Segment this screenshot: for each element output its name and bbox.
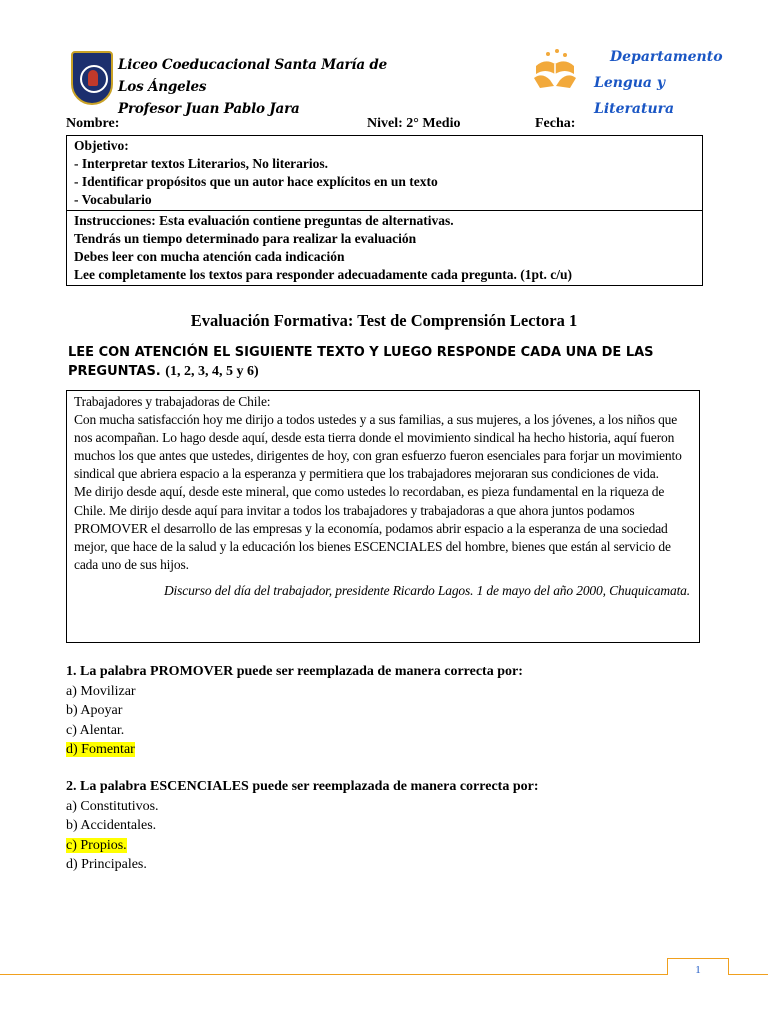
- instructions-section: [67, 210, 702, 285]
- answer-option: b) Apoyar: [66, 703, 123, 718]
- question-range: (1, 2, 3, 4, 5 y 6): [165, 364, 259, 379]
- objective-item: - Vocabulario: [74, 192, 152, 207]
- instruction-line: Instrucciones: Esta evaluación contiene preguntas de alternativas.: [74, 213, 454, 228]
- answer-option: d) Principales.: [66, 857, 147, 872]
- answer-option: c) Alentar.: [66, 722, 125, 738]
- date-field-label: Fecha:: [535, 116, 576, 131]
- name-field-label: Nombre:: [66, 116, 120, 131]
- objectives-section: [67, 136, 702, 210]
- question-2: [66, 777, 706, 875]
- answer-option: b) Accidentales.: [66, 818, 157, 833]
- answer-option: a) Constitutivos.: [66, 798, 159, 814]
- evaluation-title: Evaluación Formativa: Test de Comprensión Lectora 1: [190, 311, 578, 330]
- answer-option-highlighted: d) Fomentar: [66, 742, 135, 757]
- department-subject: Lengua y Literatura: [594, 75, 675, 117]
- footer-rule: [0, 974, 768, 975]
- school-header: [118, 54, 398, 120]
- instruction-line: Debes leer con mucha atención cada indicación: [74, 249, 345, 264]
- reading-paragraph: Con mucha satisfacción hoy me dirijo a todos ustedes y a sus familias, a sus mujeres, a los jóvenes, a los niños que nos acompañan. Lo hago desde aquí, desde esta tierra donde el movimiento sindical ha hecho historia, aquí fueron muchos los que antes que ustedes, dirigentes de hoy, con gran esfuerzo fueron esenciales para forjar un movimiento sindical que abriera espacio a la esperanza y permitiera que los trabajadores mejoraran sus condiciones de vida.: [74, 412, 682, 482]
- reading-text-box: [66, 390, 700, 643]
- answer-option: a) Movilizar: [66, 683, 136, 699]
- reading-citation: Discurso del día del trabajador, presidente Ricardo Lagos. 1 de mayo del año 2000, Chuquicamata.: [163, 582, 690, 598]
- school-seal-logo: [71, 51, 113, 105]
- reading-instruction-text: LEE CON ATENCIÓN EL SIGUIENTE TEXTO Y LUEGO RESPONDE CADA UNA DE LAS PREGUNTAS.: [68, 345, 654, 379]
- question-stem: 1. La palabra PROMOVER puede ser reemplazada de manera correcta por:: [66, 664, 523, 679]
- question-stem: 2. La palabra ESCENCIALES puede ser reemplazada de manera correcta por:: [66, 779, 539, 794]
- reading-greeting: Trabajadores y trabajadoras de Chile:: [74, 394, 271, 409]
- objectives-instructions-box: [66, 135, 703, 286]
- school-name: Liceo Coeducacional Santa María de Los Ángeles: [118, 57, 388, 95]
- reading-instruction: [68, 343, 708, 381]
- department-name: Departamento: [610, 49, 723, 65]
- objective-item: - Interpretar textos Literarios, No literarios.: [74, 156, 329, 171]
- answer-option-highlighted: c) Propios.: [66, 837, 127, 853]
- objective-item: - Identificar propósitos que un autor hace explícitos en un texto: [74, 174, 438, 189]
- department-book-hands-logo: [530, 44, 580, 94]
- question-1: [66, 662, 706, 760]
- teacher-name: Profesor Juan Pablo Jara: [118, 101, 300, 117]
- level-field-label: Nivel: 2° Medio: [367, 116, 461, 131]
- instruction-line: Lee completamente los textos para responder adecuadamente cada pregunta. (1pt. c/u): [74, 267, 572, 282]
- page-number: 1: [667, 958, 729, 975]
- reading-paragraph: Me dirijo desde aquí, desde este mineral, que como ustedes lo recordaban, es pieza fundamental en la riqueza de Chile. Me dirijo desde aquí para invitar a todos los trabajadores y trabajadoras a que ahora juntos podamos PROMOVER el desarrollo de las empresas y la economía, podamos abrir espacio a la esperanza de una sociedad mejor, que hace de la salud y la educación los bienes ESCENCIALES del hombre, bienes que están al servicio de cada uno de sus hijos.: [74, 484, 671, 572]
- instruction-line: Tendrás un tiempo determinado para realizar la evaluación: [74, 231, 417, 246]
- objectives-heading: Objetivo:: [74, 138, 129, 153]
- department-header: [590, 44, 730, 122]
